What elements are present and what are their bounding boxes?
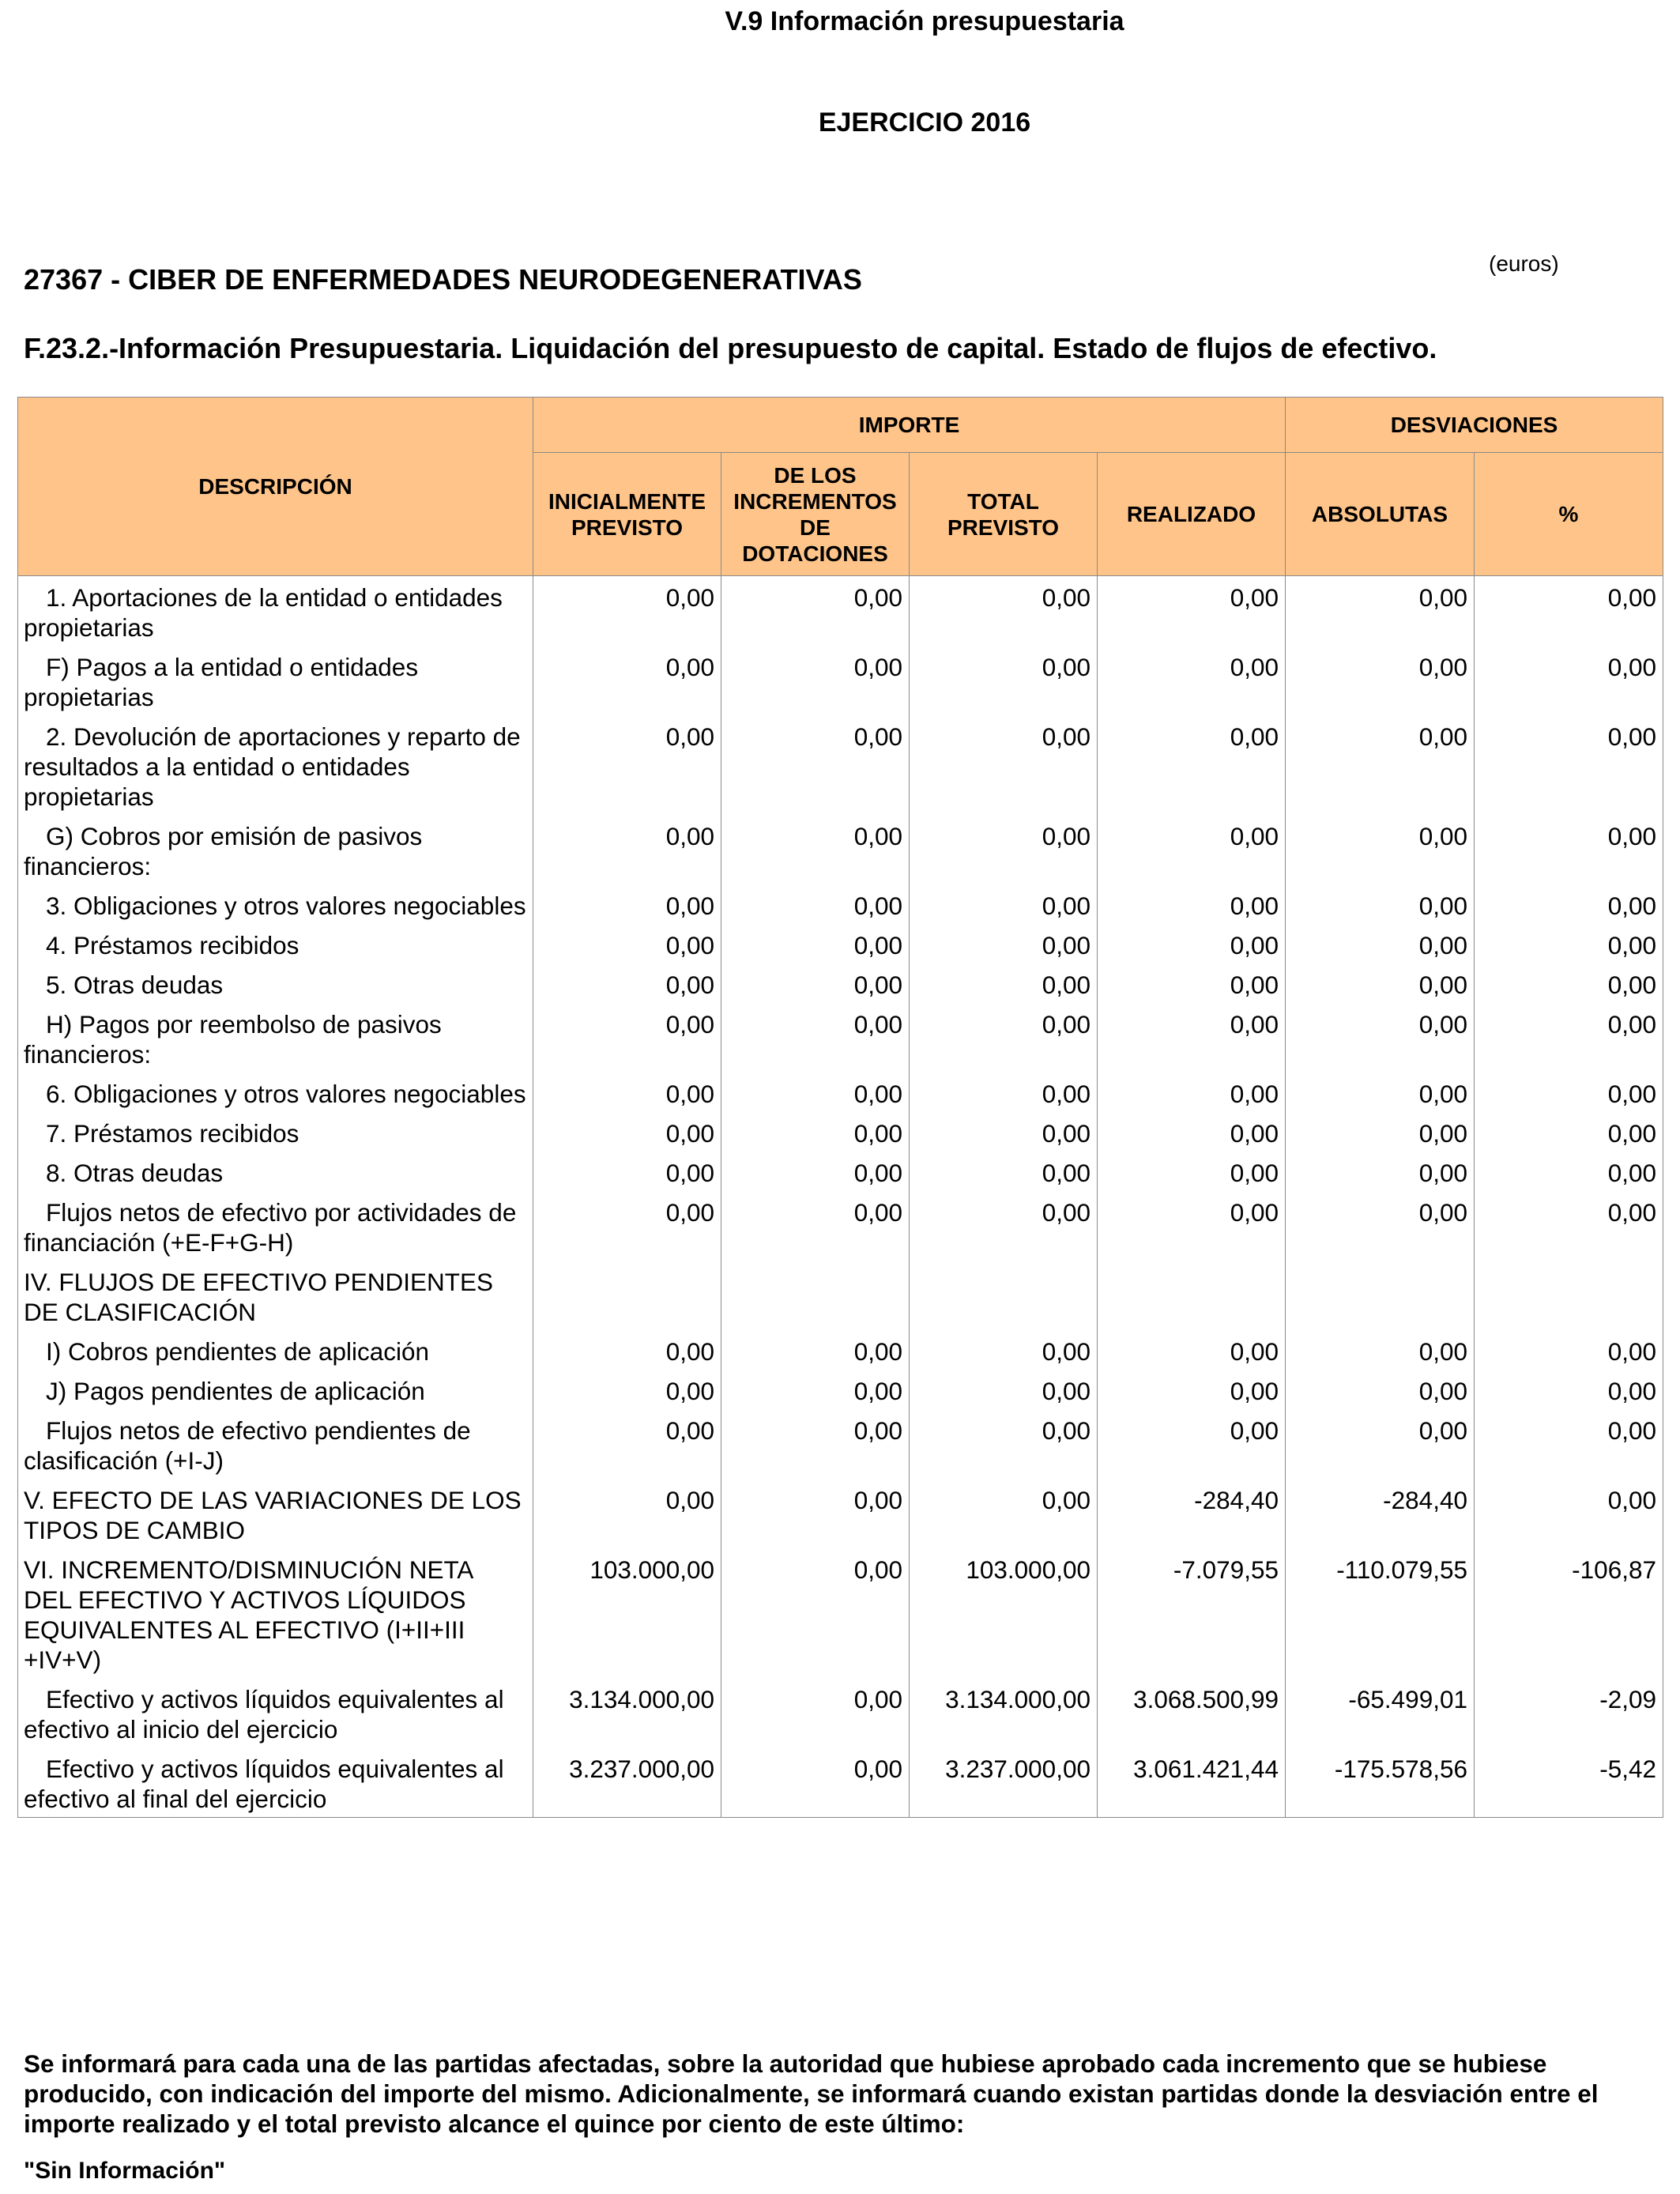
table-row xyxy=(18,1152,1663,1191)
cell-inicialmente-previsto: 0,00 xyxy=(533,1003,721,1072)
col-descripcion: DESCRIPCIÓN xyxy=(18,398,533,576)
cell-inicialmente-previsto: 0,00 xyxy=(533,884,721,924)
cell-total-previsto: 0,00 xyxy=(910,715,1098,815)
cell-realizado: 0,00 xyxy=(1098,576,1286,647)
cell-porcentaje: 0,00 xyxy=(1475,1112,1663,1152)
no-info-note: "Sin Información" xyxy=(24,2158,226,2184)
table-row xyxy=(18,884,1663,924)
cell-realizado: -284,40 xyxy=(1098,1479,1286,1548)
cell-inicialmente-previsto: 0,00 xyxy=(533,1409,721,1479)
cell-incrementos-dotaciones: 0,00 xyxy=(721,1409,910,1479)
row-description: F) Pagos a la entidad o entidades propietarias xyxy=(18,646,533,715)
cell-realizado: 0,00 xyxy=(1098,924,1286,963)
cell-inicialmente-previsto: 0,00 xyxy=(533,1191,721,1261)
group-importe: IMPORTE xyxy=(533,398,1286,453)
cell-incrementos-dotaciones: 0,00 xyxy=(721,1678,910,1747)
cell-incrementos-dotaciones: 0,00 xyxy=(721,1330,910,1370)
report-subtitle: F.23.2.-Información Presupuestaria. Liquidación del presupuesto de capital. Estado de flujos de efectivo. xyxy=(24,332,1437,364)
col-realizado: REALIZADO xyxy=(1098,453,1286,576)
cell-incrementos-dotaciones: 0,00 xyxy=(721,1152,910,1191)
cell-porcentaje: 0,00 xyxy=(1475,1152,1663,1191)
cell-inicialmente-previsto: 0,00 xyxy=(533,815,721,884)
cell-absolutas: 0,00 xyxy=(1286,1003,1475,1072)
cell-porcentaje: 0,00 xyxy=(1475,963,1663,1003)
cell-porcentaje: 0,00 xyxy=(1475,1479,1663,1548)
table-row xyxy=(18,1261,1663,1330)
cell-realizado: 0,00 xyxy=(1098,815,1286,884)
cell-porcentaje: 0,00 xyxy=(1475,576,1663,647)
cell-total-previsto xyxy=(910,1261,1098,1330)
exercise-title: EJERCICIO 2016 xyxy=(818,107,1031,138)
cell-inicialmente-previsto: 0,00 xyxy=(533,1370,721,1409)
cell-porcentaje: 0,00 xyxy=(1475,1003,1663,1072)
cell-realizado: 0,00 xyxy=(1098,1330,1286,1370)
cell-realizado: 0,00 xyxy=(1098,1152,1286,1191)
cell-total-previsto: 3.237.000,00 xyxy=(910,1747,1098,1818)
cell-incrementos-dotaciones: 0,00 xyxy=(721,576,910,647)
entity-name: 27367 - CIBER DE ENFERMEDADES NEURODEGENERATIVAS xyxy=(24,263,862,296)
cell-absolutas xyxy=(1286,1261,1475,1330)
cell-total-previsto: 0,00 xyxy=(910,1330,1098,1370)
cell-incrementos-dotaciones xyxy=(721,1261,910,1330)
cell-incrementos-dotaciones: 0,00 xyxy=(721,1548,910,1678)
cell-incrementos-dotaciones: 0,00 xyxy=(721,924,910,963)
cell-total-previsto: 0,00 xyxy=(910,646,1098,715)
cell-incrementos-dotaciones: 0,00 xyxy=(721,1370,910,1409)
row-description: Flujos netos de efectivo pendientes de clasificación (+I-J) xyxy=(18,1409,533,1479)
col-inicialmente-previsto: INICIALMENTE PREVISTO xyxy=(533,453,721,576)
section-title: V.9 Información presupuestaria xyxy=(725,6,1124,36)
cell-incrementos-dotaciones: 0,00 xyxy=(721,1191,910,1261)
table-row xyxy=(18,1409,1663,1479)
cell-absolutas: 0,00 xyxy=(1286,1072,1475,1112)
cell-incrementos-dotaciones: 0,00 xyxy=(721,1479,910,1548)
cell-incrementos-dotaciones: 0,00 xyxy=(721,884,910,924)
cell-porcentaje: 0,00 xyxy=(1475,1191,1663,1261)
cell-porcentaje: 0,00 xyxy=(1475,1330,1663,1370)
cell-absolutas: 0,00 xyxy=(1286,1409,1475,1479)
table-row xyxy=(18,963,1663,1003)
cell-absolutas: 0,00 xyxy=(1286,1152,1475,1191)
cell-total-previsto: 0,00 xyxy=(910,1112,1098,1152)
cell-realizado: 0,00 xyxy=(1098,1072,1286,1112)
table-row xyxy=(18,1370,1663,1409)
cell-porcentaje: -5,42 xyxy=(1475,1747,1663,1818)
cell-inicialmente-previsto: 103.000,00 xyxy=(533,1548,721,1678)
cell-total-previsto: 0,00 xyxy=(910,576,1098,647)
cell-incrementos-dotaciones: 0,00 xyxy=(721,815,910,884)
cell-total-previsto: 0,00 xyxy=(910,1072,1098,1112)
row-description: 6. Obligaciones y otros valores negociables xyxy=(18,1072,533,1112)
cell-absolutas: 0,00 xyxy=(1286,924,1475,963)
cell-absolutas: -110.079,55 xyxy=(1286,1548,1475,1678)
cell-absolutas: -175.578,56 xyxy=(1286,1747,1475,1818)
cell-absolutas: 0,00 xyxy=(1286,1112,1475,1152)
cell-inicialmente-previsto: 0,00 xyxy=(533,1072,721,1112)
cell-realizado: 0,00 xyxy=(1098,646,1286,715)
table-row xyxy=(18,1747,1663,1818)
table-row xyxy=(18,924,1663,963)
cell-total-previsto: 0,00 xyxy=(910,1003,1098,1072)
cell-absolutas: -65.499,01 xyxy=(1286,1678,1475,1747)
cell-realizado: 0,00 xyxy=(1098,1191,1286,1261)
footnote: Se informará para cada una de las partidas afectadas, sobre la autoridad que hubiese aprobado cada incremento que se hubiese producido, con indicación del importe del mismo. Adicionalmente, se informará cuando existan partidas donde la desviación entre el importe realizado y el total previsto alcance el quince por ciento de este último: xyxy=(24,2049,1599,2138)
row-description: IV. FLUJOS DE EFECTIVO PENDIENTES DE CLASIFICACIÓN xyxy=(18,1261,533,1330)
cell-incrementos-dotaciones: 0,00 xyxy=(721,646,910,715)
cell-absolutas: 0,00 xyxy=(1286,646,1475,715)
cell-inicialmente-previsto: 0,00 xyxy=(533,1330,721,1370)
cell-porcentaje: 0,00 xyxy=(1475,1072,1663,1112)
table-row xyxy=(18,1112,1663,1152)
cell-incrementos-dotaciones: 0,00 xyxy=(721,1072,910,1112)
col-absolutas: ABSOLUTAS xyxy=(1286,453,1475,576)
cell-inicialmente-previsto: 3.134.000,00 xyxy=(533,1678,721,1747)
cash-flow-table xyxy=(17,397,1663,1818)
row-description: Flujos netos de efectivo por actividades de financiación (+E-F+G-H) xyxy=(18,1191,533,1261)
group-desviaciones: DESVIACIONES xyxy=(1286,398,1663,453)
col-porcentaje: % xyxy=(1475,453,1663,576)
cell-realizado: 0,00 xyxy=(1098,963,1286,1003)
cell-realizado: 0,00 xyxy=(1098,1112,1286,1152)
cell-realizado: 0,00 xyxy=(1098,1409,1286,1479)
col-incrementos-dotaciones: DE LOS INCREMENTOS DE DOTACIONES xyxy=(721,453,910,576)
cell-porcentaje: -2,09 xyxy=(1475,1678,1663,1747)
table-row xyxy=(18,1548,1663,1678)
cell-absolutas: 0,00 xyxy=(1286,1370,1475,1409)
cell-porcentaje: 0,00 xyxy=(1475,924,1663,963)
cell-incrementos-dotaciones: 0,00 xyxy=(721,1112,910,1152)
cell-inicialmente-previsto: 0,00 xyxy=(533,963,721,1003)
cell-realizado: -7.079,55 xyxy=(1098,1548,1286,1678)
row-description: G) Cobros por emisión de pasivos financieros: xyxy=(18,815,533,884)
cell-absolutas: 0,00 xyxy=(1286,884,1475,924)
row-description: V. EFECTO DE LAS VARIACIONES DE LOS TIPOS DE CAMBIO xyxy=(18,1479,533,1548)
table-row xyxy=(18,1330,1663,1370)
cell-total-previsto: 0,00 xyxy=(910,1370,1098,1409)
cell-absolutas: -284,40 xyxy=(1286,1479,1475,1548)
cell-total-previsto: 0,00 xyxy=(910,815,1098,884)
row-description: I) Cobros pendientes de aplicación xyxy=(18,1330,533,1370)
cell-absolutas: 0,00 xyxy=(1286,815,1475,884)
cell-inicialmente-previsto: 0,00 xyxy=(533,1152,721,1191)
cell-total-previsto: 0,00 xyxy=(910,924,1098,963)
cell-incrementos-dotaciones: 0,00 xyxy=(721,1003,910,1072)
cell-incrementos-dotaciones: 0,00 xyxy=(721,963,910,1003)
cell-realizado: 0,00 xyxy=(1098,884,1286,924)
row-description: 3. Obligaciones y otros valores negociables xyxy=(18,884,533,924)
cell-total-previsto: 0,00 xyxy=(910,884,1098,924)
cell-inicialmente-previsto xyxy=(533,1261,721,1330)
row-description: 1. Aportaciones de la entidad o entidades propietarias xyxy=(18,576,533,647)
cell-porcentaje xyxy=(1475,1261,1663,1330)
table-row xyxy=(18,1479,1663,1548)
table-row xyxy=(18,646,1663,715)
cell-porcentaje: 0,00 xyxy=(1475,1370,1663,1409)
row-description: J) Pagos pendientes de aplicación xyxy=(18,1370,533,1409)
table-row xyxy=(18,1191,1663,1261)
cell-inicialmente-previsto: 0,00 xyxy=(533,1479,721,1548)
cell-realizado: 0,00 xyxy=(1098,1370,1286,1409)
table-row xyxy=(18,1072,1663,1112)
cell-total-previsto: 0,00 xyxy=(910,1152,1098,1191)
cell-absolutas: 0,00 xyxy=(1286,1191,1475,1261)
cell-porcentaje: 0,00 xyxy=(1475,715,1663,815)
cell-realizado: 3.068.500,99 xyxy=(1098,1678,1286,1747)
cell-total-previsto: 103.000,00 xyxy=(910,1548,1098,1678)
cell-porcentaje: 0,00 xyxy=(1475,884,1663,924)
cell-porcentaje: 0,00 xyxy=(1475,1409,1663,1479)
cell-inicialmente-previsto: 0,00 xyxy=(533,924,721,963)
cell-total-previsto: 0,00 xyxy=(910,1409,1098,1479)
cell-inicialmente-previsto: 0,00 xyxy=(533,646,721,715)
units-label: (euros) xyxy=(1489,251,1559,276)
row-description: 4. Préstamos recibidos xyxy=(18,924,533,963)
row-description: 7. Préstamos recibidos xyxy=(18,1112,533,1152)
cell-realizado xyxy=(1098,1261,1286,1330)
col-total-previsto: TOTAL PREVISTO xyxy=(910,453,1098,576)
cell-total-previsto: 0,00 xyxy=(910,1479,1098,1548)
cell-realizado: 3.061.421,44 xyxy=(1098,1747,1286,1818)
cell-absolutas: 0,00 xyxy=(1286,576,1475,647)
cell-absolutas: 0,00 xyxy=(1286,1330,1475,1370)
row-description: 8. Otras deudas xyxy=(18,1152,533,1191)
cell-inicialmente-previsto: 0,00 xyxy=(533,576,721,647)
row-description: 2. Devolución de aportaciones y reparto de resultados a la entidad o entidades propietarias xyxy=(18,715,533,815)
cell-inicialmente-previsto: 0,00 xyxy=(533,1112,721,1152)
cell-incrementos-dotaciones: 0,00 xyxy=(721,715,910,815)
cell-realizado: 0,00 xyxy=(1098,1003,1286,1072)
table-row xyxy=(18,1678,1663,1747)
cell-inicialmente-previsto: 0,00 xyxy=(533,715,721,815)
cell-realizado: 0,00 xyxy=(1098,715,1286,815)
row-description: VI. INCREMENTO/DISMINUCIÓN NETA DEL EFECTIVO Y ACTIVOS LÍQUIDOS EQUIVALENTES AL EFECTIVO (I+II+III +IV+V) xyxy=(18,1548,533,1678)
row-description: Efectivo y activos líquidos equivalentes al efectivo al final del ejercicio xyxy=(18,1747,533,1818)
row-description: 5. Otras deudas xyxy=(18,963,533,1003)
cell-porcentaje: 0,00 xyxy=(1475,646,1663,715)
cell-absolutas: 0,00 xyxy=(1286,715,1475,815)
row-description: Efectivo y activos líquidos equivalentes al efectivo al inicio del ejercicio xyxy=(18,1678,533,1747)
table-row xyxy=(18,815,1663,884)
cell-incrementos-dotaciones: 0,00 xyxy=(721,1747,910,1818)
cell-inicialmente-previsto: 3.237.000,00 xyxy=(533,1747,721,1818)
row-description: H) Pagos por reembolso de pasivos financieros: xyxy=(18,1003,533,1072)
table-row xyxy=(18,576,1663,647)
cell-total-previsto: 0,00 xyxy=(910,1191,1098,1261)
cell-total-previsto: 0,00 xyxy=(910,963,1098,1003)
cell-total-previsto: 3.134.000,00 xyxy=(910,1678,1098,1747)
table-row xyxy=(18,1003,1663,1072)
cell-porcentaje: 0,00 xyxy=(1475,815,1663,884)
cell-absolutas: 0,00 xyxy=(1286,963,1475,1003)
table-row xyxy=(18,715,1663,815)
cell-porcentaje: -106,87 xyxy=(1475,1548,1663,1678)
